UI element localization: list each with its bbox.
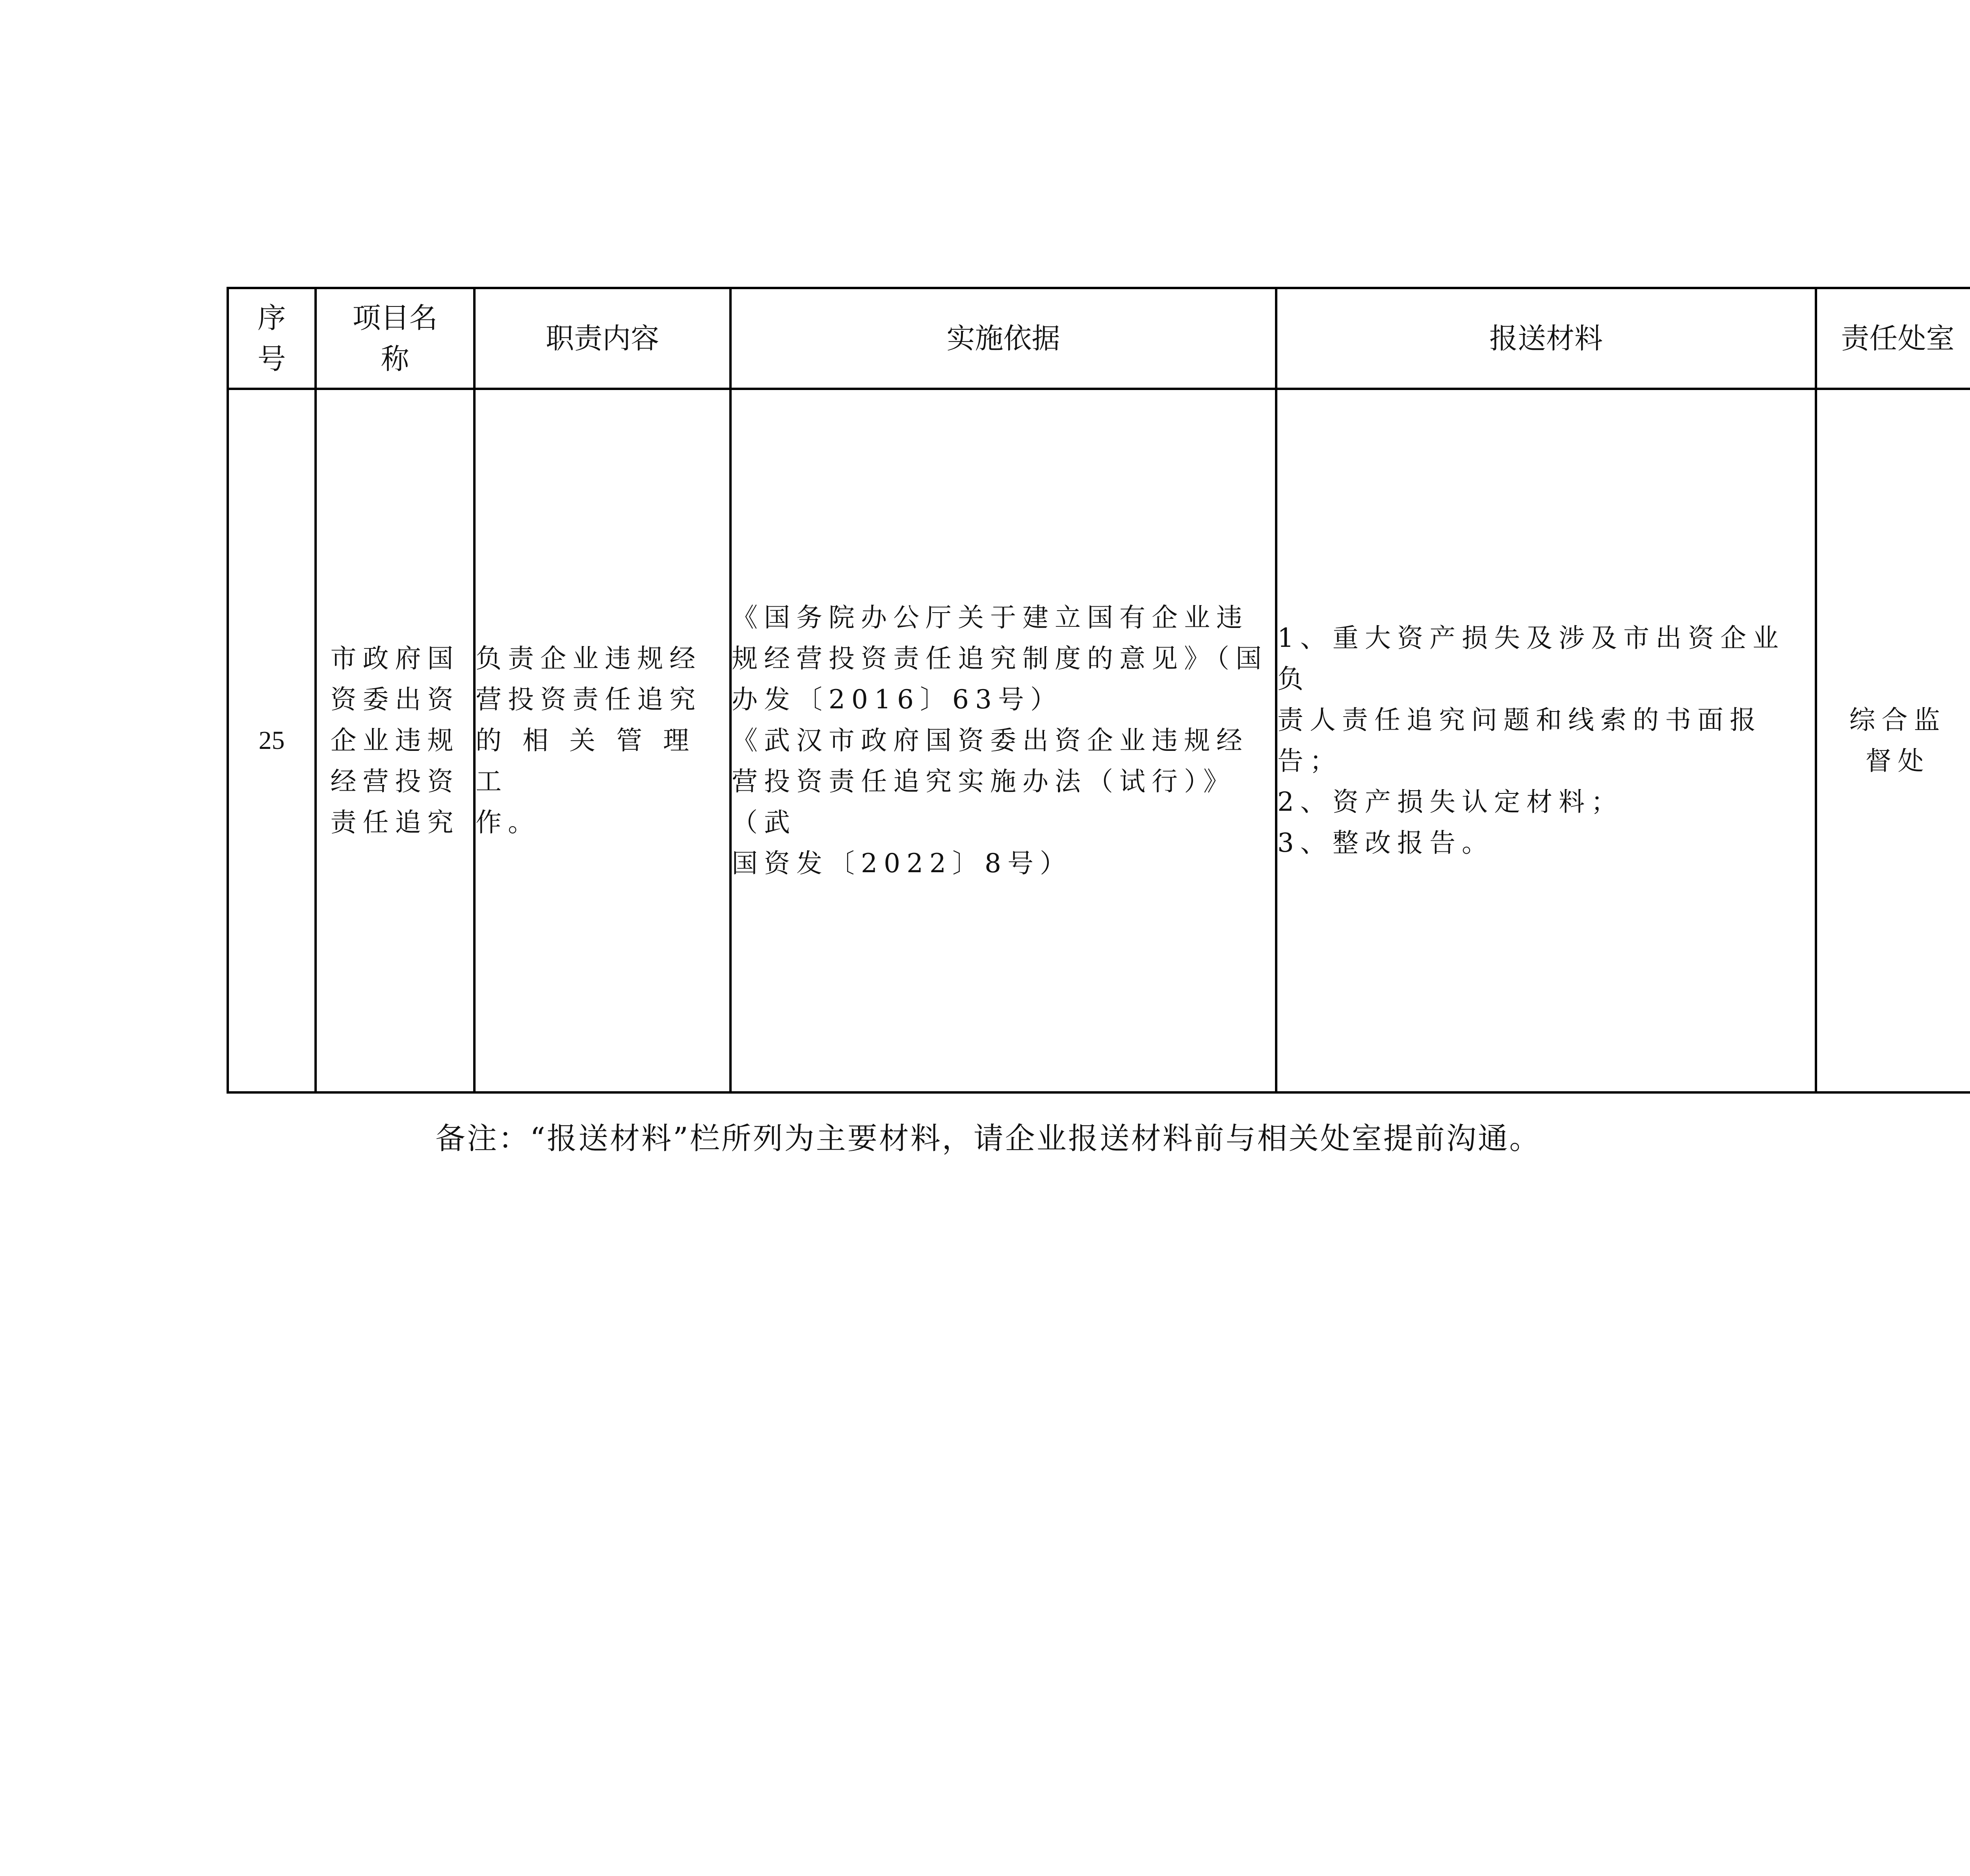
table-row [228, 389, 1970, 1092]
table-header [228, 288, 1970, 389]
header-office: 责任处室 [1816, 288, 1970, 389]
cell-office: 综合监 督处 [1816, 389, 1970, 1092]
responsibility-table [227, 287, 1970, 1094]
cell-item-name: 市政府国 资委出资 企业违规 经营投资 责任追究 [316, 389, 474, 1092]
header-seq: 序 号 [228, 288, 316, 389]
cell-basis: 《国务院办公厅关于建立国有企业违 规经营投资责任追究制度的意见》（国 办发〔2016〕63号） 《武汉市政府国资委出资企业违规经 营投资责任追究实施办法（试行）》（武 国资发〔2022〕8号） [730, 389, 1276, 1092]
remark-note: 备注：“报送材料”栏所列为主要材料，请企业报送材料前与相关处室提前沟通。 [435, 1121, 1541, 1156]
header-materials: 报送材料 [1276, 288, 1816, 389]
header-basis: 实施依据 [730, 288, 1276, 389]
header-item-name: 项目名 称 [316, 288, 474, 389]
cell-materials: 1、重大资产损失及涉及市出资企业负 责人责任追究问题和线索的书面报告； 2、资产损失认定材料； 3、整改报告。 [1276, 389, 1816, 1092]
cell-seq: 25 [228, 389, 316, 1092]
header-duty: 职责内容 [474, 288, 730, 389]
cell-duty: 负责企业违规经 营投资责任追究 的 相 关 管 理 工 作。 [474, 389, 730, 1092]
